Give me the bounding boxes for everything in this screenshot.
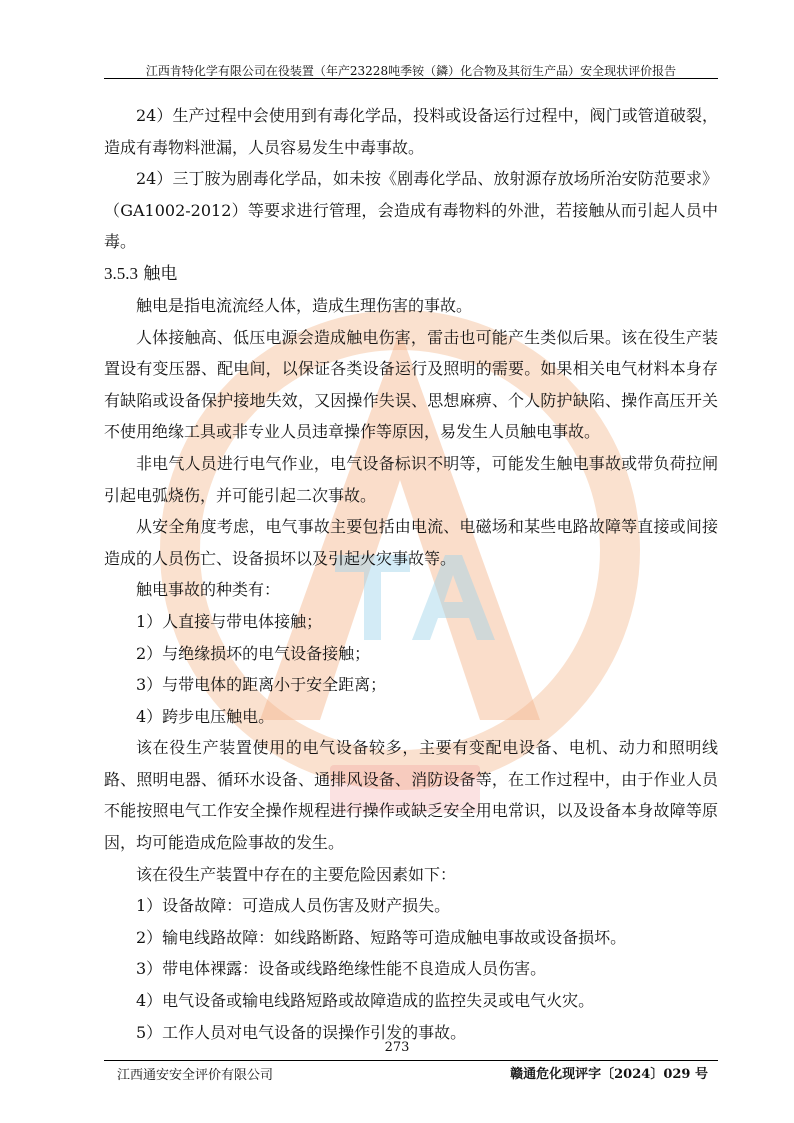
list-item: 2）输电线路故障：如线路断路、短路等可造成触电事故或设备损坏。 bbox=[136, 927, 627, 947]
paragraph: 24）三丁胺为剧毒化学品，如未按《剧毒化学品、放射源存放场所治安防范要求》（GA1002-2012）等要求进行管理，会造成有毒物料的外泄，若接触从而引起人员中毒。 bbox=[104, 169, 718, 252]
footer-divider bbox=[104, 1060, 718, 1061]
footer-doc-number: 赣通危化现评字〔2024〕029 号 bbox=[510, 1067, 708, 1082]
paragraph: 非电气人员进行电气作业，电气设备标识不明等，可能发生触电事故或带负荷拉闸引起电弧烧伤，并可能引起二次事故。 bbox=[104, 453, 718, 505]
paragraph: 人体接触高、低压电源会造成触电伤害，雷击也可能产生类似后果。该在役生产装置设有变压器、配电间，以保证各类设备运行及照明的需要。如果相关电气材料本身存有缺陷或设备保护接地失效，又因操作失误、思想麻痹、个人防护缺陷、操作高压开关不使用绝缘工具或非专业人员违章操作等原因，易发生人员触电事故。 bbox=[104, 327, 718, 442]
list-item: 3）与带电体的距离小于安全距离； bbox=[136, 675, 387, 695]
list-item: 2）与绝缘损坏的电气设备接触； bbox=[136, 643, 371, 663]
paragraph: 该在役生产装置使用的电气设备较多，主要有变配电设备、电机、动力和照明线路、照明电器、循环水设备、通排风设备、消防设备等，在工作过程中，由于作业人员不能按照电气工作安全操作规程进行操作或缺乏安全用电常识，以及设备本身故障等原因，均可能造成危险事故的发生。 bbox=[104, 738, 718, 853]
footer-company: 江西通安安全评价有限公司 bbox=[117, 1068, 274, 1083]
paragraph: 从安全角度考虑，电气事故主要包括由电流、电磁场和某些电路故障等直接或间接造成的人员伤亡、设备损坏以及引起火灾事故等。 bbox=[104, 517, 718, 568]
section-heading bbox=[104, 258, 718, 290]
list-item: 1）人直接与带电体接触； bbox=[136, 611, 323, 631]
header-divider bbox=[104, 78, 718, 79]
list-item: 5）工作人员对电气设备的误操作引发的事故。 bbox=[136, 1022, 467, 1042]
list-item: 4）跨步电压触电。 bbox=[136, 706, 275, 726]
paragraph: 触电事故的种类有： bbox=[136, 580, 281, 600]
section-number: 3.5.3 bbox=[104, 263, 138, 283]
list-item: 3）带电体裸露：设备或线路绝缘性能不良造成人员伤害。 bbox=[136, 959, 547, 979]
document-body bbox=[104, 100, 718, 1048]
page-header: 江西肯特化学有限公司在役装置（年产23228吨季铵（鏻）化合物及其衍生产品）安全现状评价报告 bbox=[145, 64, 677, 78]
page-number: 273 bbox=[384, 1040, 410, 1055]
paragraph: 触电是指电流流经人体，造成生理伤害的事故。 bbox=[136, 295, 473, 315]
paragraph: 24）生产过程中会使用到有毒化学品，投料或设备运行过程中，阀门或管道破裂，造成有毒物料泄漏，人员容易发生中毒事故。 bbox=[104, 106, 718, 157]
list-item: 4）电气设备或输电线路短路或故障造成的监控失灵或电气火灾。 bbox=[136, 991, 595, 1011]
paragraph: 该在役生产装置中存在的主要危险因素如下： bbox=[136, 864, 457, 884]
section-title: 触电 bbox=[143, 263, 178, 284]
list-item: 1）设备故障：可造成人员伤害及财产损失。 bbox=[136, 896, 451, 916]
